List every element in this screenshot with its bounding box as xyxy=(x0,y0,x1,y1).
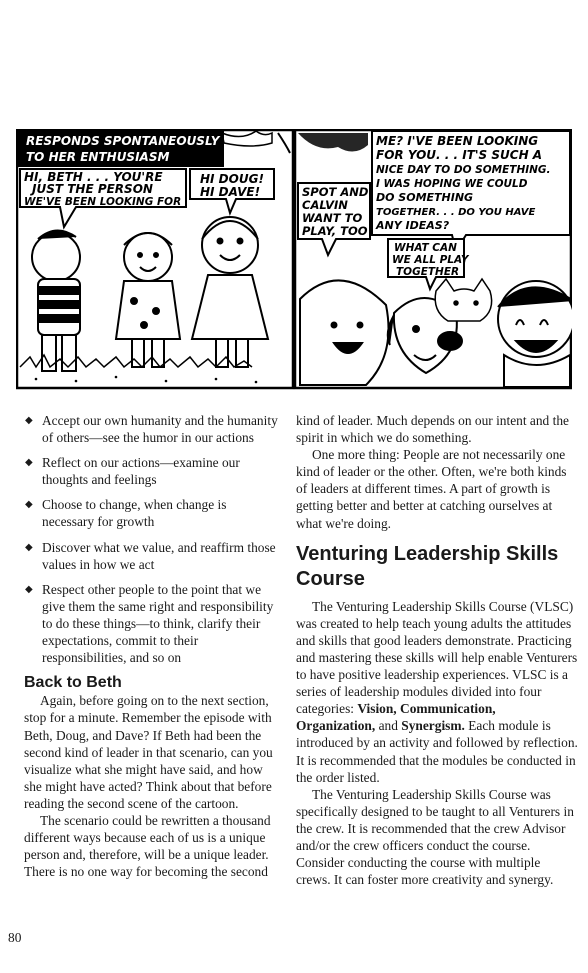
list-item xyxy=(24,496,280,530)
vlsc-paragraph-1-end: Each module is introduced by an activity and followed by reflection. It is recommended that the modules be conducted in the order listed. xyxy=(296,718,578,785)
vlsc-paragraph-2: The Venturing Leadership Skills Course was specifically designed to be taught to all Venturers in the crew. It is recommended that the crew Advisor and/or the crew officers conduct the course. Consider conducting the course with multiple crews. It can foster more creativity and synergy. xyxy=(296,786,574,888)
bubble-line-3: WE'VE BEEN LOOKING FOR xyxy=(24,196,182,208)
list-item xyxy=(24,581,280,666)
bubble-line-1: HI DOUG! xyxy=(200,172,264,186)
right-column xyxy=(296,412,578,888)
list-item-text: Respect other people to the point that we give them the same right and responsibility to do these things—to think, clarify their expectations, commit to their responsibilities, and so on xyxy=(42,581,274,666)
toddler-face-figure xyxy=(300,280,389,385)
list-item xyxy=(24,539,280,573)
bubble-line-2: WE ALL PLAY xyxy=(392,254,469,266)
vlsc-heading: Venturing Leadership Skills Course xyxy=(296,542,559,590)
list-item-text: Discover what we value, and reaffirm those values in how we act xyxy=(42,539,276,572)
bubble-line-3: NICE DAY TO DO SOMETHING. xyxy=(376,164,551,176)
list-item-text: Accept our own humanity and the humanity of others—see the humor in our actions xyxy=(42,413,278,446)
and-word: and xyxy=(375,718,402,734)
bubble-line-1: HI, BETH . . . YOU'RE xyxy=(24,170,163,184)
bubble-line-1: SPOT AND xyxy=(302,185,369,199)
bubble-line-3: TOGETHER xyxy=(396,266,460,278)
vlsc-paragraph-1-text: The Venturing Leadership Skills Course (VLSC) was created to help teach young adults the attitudes and skills that good leaders demonstrate. Practicing and mastering these skills will help enable Venturers to have positive leadership experiences. VLSC is a series of leadership modules divided into four categories: xyxy=(296,598,578,717)
bubble-line-3: WANT TO xyxy=(302,211,363,225)
category-synergism: Synergism. xyxy=(401,718,465,734)
bubble-line-1: WHAT CAN xyxy=(394,242,457,254)
category-organization: Organization, xyxy=(296,718,376,734)
values-bullet-list xyxy=(24,412,280,666)
caption-line-1: RESPONDS SPONTANEOUSLY xyxy=(26,134,220,148)
continued-paragraph: kind of leader. Much depends on our intent and the spirit in which we do something. xyxy=(296,413,569,446)
list-item-text: Choose to change, when change is necessary for growth xyxy=(42,497,227,530)
diamond-bullet-icon: ◆ xyxy=(25,415,33,426)
list-item xyxy=(24,412,280,446)
bubble-line-4: I WAS HOPING WE COULD xyxy=(376,178,528,190)
bubble-line-2: FOR YOU. . . IT'S SUCH A xyxy=(376,148,543,162)
comic-strip xyxy=(16,129,572,390)
diamond-bullet-icon: ◆ xyxy=(25,583,33,595)
diamond-bullet-icon: ◆ xyxy=(25,541,33,553)
one-more-thing-paragraph: One more thing: People are not necessarily one kind of leader or the other. Often, we're both kinds of leaders at different times. A part of growth is getting better and better at catching ourselves at what we're doing. xyxy=(296,447,567,531)
back-to-beth-heading: Back to Beth xyxy=(24,674,122,692)
caption-line-2: TO HER ENTHUSIASM xyxy=(26,150,170,164)
bubble-line-4: PLAY, TOO xyxy=(302,224,368,238)
diamond-bullet-icon: ◆ xyxy=(25,457,33,469)
bubble-line-1: ME? I'VE BEEN LOOKING xyxy=(376,134,539,148)
list-item xyxy=(24,454,280,488)
page-number: 80 xyxy=(8,930,22,945)
bubble-line-6: TOGETHER. . . DO YOU HAVE xyxy=(376,207,536,218)
diamond-bullet-icon: ◆ xyxy=(25,499,33,511)
boy-right-figure xyxy=(498,281,572,387)
bubble-line-7: ANY IDEAS? xyxy=(376,219,450,232)
bubble-line-2: CALVIN xyxy=(302,198,348,212)
comic-illustration xyxy=(16,129,572,390)
back-to-beth-paragraph-2: The scenario could be rewritten a thousand different ways because each of us is a unique person and, therefore, will be a unique leader. There is no one way for becoming the second xyxy=(24,812,271,880)
vlsc-paragraph-1 xyxy=(296,598,578,786)
list-item-text: Reflect on our actions—examine our thoughts and feelings xyxy=(42,455,240,488)
bubble-line-2: HI DAVE! xyxy=(200,185,261,199)
bubble-line-5: DO SOMETHING xyxy=(376,191,474,204)
category-vision: Vision, xyxy=(357,701,397,717)
left-column xyxy=(24,412,280,880)
back-to-beth-paragraph-1: Again, before going on to the next section, stop for a minute. Remember the episode with Beth, Doug, and Dave? If Beth had been the second kind of leader in that scenario, can you visualize what she might have said, and how she might have acted? Think about that before reading the second scene of the cartoon. xyxy=(24,693,273,811)
category-communication: Communication, xyxy=(400,701,496,717)
bubble-line-2: JUST THE PERSON xyxy=(32,182,153,196)
